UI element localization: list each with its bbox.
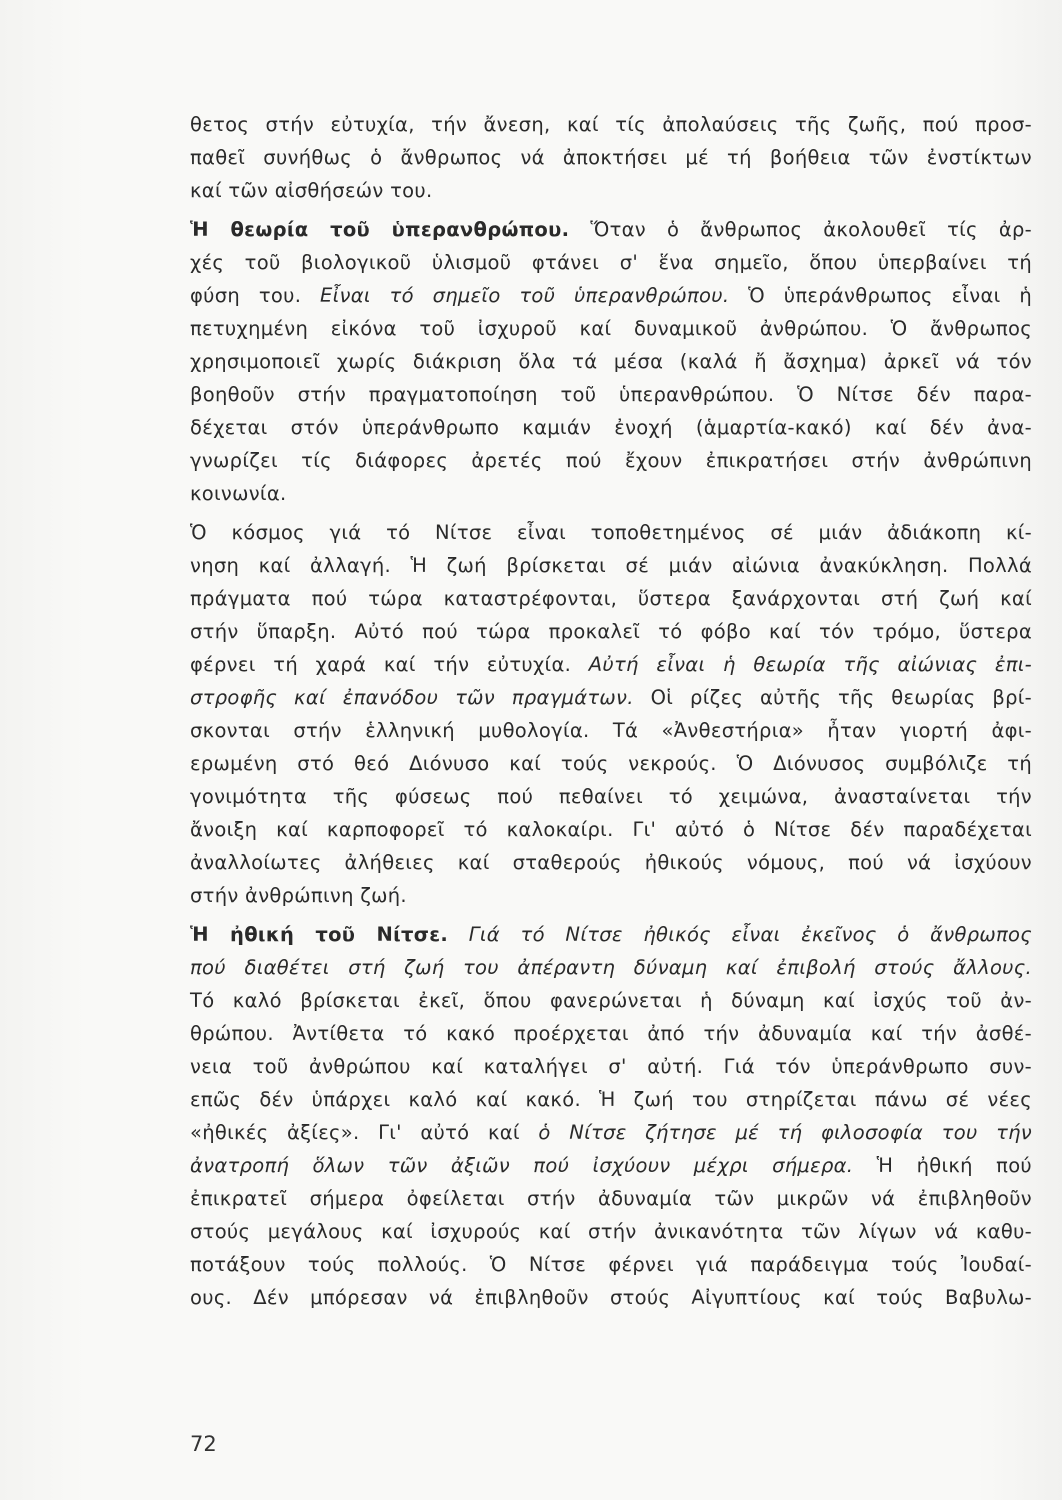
text-run: ερωμένη στό θεό Διόνυσο καί τούς νεκρούς. Ὁ Διόνυσος συμβόλιζε τή xyxy=(190,752,1032,775)
text-run: επῶς δέν ὑπάρχει καλό καί κακό. Ἡ ζωή του στηρίζεται πάνω σέ νέες xyxy=(190,1088,1032,1111)
text-run: θετος στήν εὐτυχία, τήν ἄνεση, καί τίς ἀπολαύσεις τῆς ζωῆς, πού προσ- xyxy=(190,113,1032,136)
text-line xyxy=(190,879,1032,912)
text-run: πετυχημένη εἰκόνα τοῦ ἰσχυροῦ καί δυναμικοῦ ἀνθρώπου. Ὁ ἄνθρωπος xyxy=(190,317,1032,340)
text-line xyxy=(190,1083,1032,1116)
text-run: Ὁ ὑπεράνθρωπος εἶναι ἡ xyxy=(729,284,1032,307)
section-heading: Ἡ θεωρία τοῦ ὑπερανθρώπου. xyxy=(190,218,570,241)
text-run: σκονται στήν ἑλληνική μυθολογία. Τά «Ἀνθεστήρια» ἦταν γιορτή ἀφι- xyxy=(190,719,1032,742)
text-line xyxy=(190,681,1032,714)
text-run: δέχεται στόν ὑπεράνθρωπο καμιάν ἐνοχή (ἁμαρτία-κακό) καί δέν ἀνα- xyxy=(190,416,1032,439)
text-run: παθεῖ συνήθως ὁ ἄνθρωπος νά ἀποκτήσει μέ τή βοήθεια τῶν ἐνστίκτων xyxy=(190,146,1032,169)
text-line xyxy=(190,1017,1032,1050)
text-line xyxy=(190,477,1032,510)
text-run: ἐπικρατεῖ σήμερα ὀφείλεται στήν ἀδυναμία τῶν μικρῶν νά ἐπιβληθοῦν xyxy=(190,1187,1032,1210)
text-line xyxy=(190,1215,1032,1248)
text-run: φύση του. xyxy=(190,284,320,307)
text-run: χρησιμοποιεῖ χωρίς διάκριση ὅλα τά μέσα (καλά ἤ ἄσχημα) ἀρκεῖ νά τόν xyxy=(190,350,1032,373)
text-run xyxy=(448,923,469,946)
emphasis-text: στροφῆς καί ἐπανόδου τῶν πραγμάτων. xyxy=(190,686,634,709)
text-run: πράγματα πού τώρα καταστρέφονται, ὕστερα ξανάρχονται στή ζωή καί xyxy=(190,587,1032,610)
text-line xyxy=(190,747,1032,780)
text-run: θρώπου. Ἀντίθετα τό κακό προέρχεται ἀπό τήν ἀδυναμία καί τήν ἀσθέ- xyxy=(190,1022,1032,1045)
text-run: Οἱ ρίζες αὐτῆς τῆς θεωρίας βρί- xyxy=(633,686,1032,709)
text-run: γονιμότητα τῆς φύσεως πού πεθαίνει τό χειμώνα, ἀνασταίνεται τήν xyxy=(190,785,1032,808)
text-run: κοινωνία. xyxy=(190,482,287,505)
emphasis-text: Αὐτή εἶναι ἡ θεωρία τῆς αἰώνιας ἐπι- xyxy=(588,653,1032,676)
text-line xyxy=(190,1248,1032,1281)
text-run: ποτάξουν τούς πολλούς. Ὁ Νίτσε φέρνει γιά παράδειγμα τούς Ἰουδαί- xyxy=(190,1253,1032,1276)
text-run: νεια τοῦ ἀνθρώπου καί καταλήγει σ' αὐτή. Γιά τόν ὑπεράνθρωπο συν- xyxy=(190,1055,1032,1078)
text-run: στήν ὕπαρξη. Αὐτό πού τώρα προκαλεῖ τό φόβο καί τόν τρόμο, ὕστερα xyxy=(190,620,1032,643)
text-run: στούς μεγάλους καί ἰσχυρούς καί στήν ἀνικανότητα τῶν λίγων νά καθυ- xyxy=(190,1220,1032,1243)
text-line xyxy=(190,780,1032,813)
text-line xyxy=(190,312,1032,345)
text-line xyxy=(190,174,1032,207)
emphasis-text: Εἶναι τό σημεῖο τοῦ ὑπερανθρώπου. xyxy=(319,284,730,307)
text-line xyxy=(190,141,1032,174)
text-line xyxy=(190,1281,1032,1314)
text-line xyxy=(190,648,1032,681)
text-run: «ἠθικές ἀξίες». Γι' αὐτό καί xyxy=(190,1121,539,1144)
text-line xyxy=(190,1149,1032,1182)
text-line xyxy=(190,279,1032,312)
text-line xyxy=(190,1050,1032,1083)
text-run: στήν ἀνθρώπινη ζωή. xyxy=(190,884,407,907)
text-line xyxy=(190,108,1032,141)
emphasis-text: ὁ Νίτσε ζήτησε μέ τή φιλοσοφία του τήν xyxy=(538,1121,1032,1144)
text-run: ους. Δέν μπόρεσαν νά ἐπιβληθοῦν στούς Αἰγυπτίους καί τούς Βαβυλω- xyxy=(190,1286,1032,1309)
text-line xyxy=(190,714,1032,747)
text-run: καί τῶν αἰσθήσεών του. xyxy=(190,179,433,202)
emphasis-text: πού διαθέτει στή ζωή του ἀπέραντη δύναμη καί ἐπιβολή στούς ἄλλους. xyxy=(190,956,1032,979)
text-line xyxy=(190,813,1032,846)
text-line xyxy=(190,984,1032,1017)
emphasis-text: ἀνατροπή ὅλων τῶν ἀξιῶν πού ἰσχύουν μέχρι σήμερα. xyxy=(190,1154,854,1177)
text-line xyxy=(190,549,1032,582)
text-run: χές τοῦ βιολογικοῦ ὑλισμοῦ φτάνει σ' ἕνα σημεῖο, ὅπου ὑπερβαίνει τή xyxy=(190,251,1032,274)
text-line xyxy=(190,444,1032,477)
text-line xyxy=(190,213,1032,246)
text-run: ἀναλλοίωτες ἀλήθειες καί σταθερούς ἠθικούς νόμους, πού νά ἰσχύουν xyxy=(190,851,1032,874)
text-run: Τό καλό βρίσκεται ἐκεῖ, ὅπου φανερώνεται ἡ δύναμη καί ἰσχύς τοῦ ἀν- xyxy=(190,989,1032,1012)
text-line xyxy=(190,411,1032,444)
text-line xyxy=(190,951,1032,984)
text-run: βοηθοῦν στήν πραγματοποίηση τοῦ ὑπερανθρώπου. Ὁ Νίτσε δέν παρα- xyxy=(190,383,1032,406)
text-run: ἄνοιξη καί καρποφορεῖ τό καλοκαίρι. Γι' αὐτό ὁ Νίτσε δέν παραδέχεται xyxy=(190,818,1032,841)
text-line xyxy=(190,378,1032,411)
text-line xyxy=(190,1182,1032,1215)
page-number: 72 xyxy=(190,1432,217,1456)
text-line xyxy=(190,615,1032,648)
section-heading: Ἡ ἠθική τοῦ Νίτσε. xyxy=(190,923,449,946)
body-text xyxy=(190,108,1032,1314)
text-run: Ὅταν ὁ ἄνθρωπος ἀκολουθεῖ τίς ἀρ- xyxy=(569,218,1032,241)
text-line xyxy=(190,846,1032,879)
text-line xyxy=(190,1116,1032,1149)
text-line xyxy=(190,582,1032,615)
emphasis-text: Γιά τό Νίτσε ἠθικός εἶναι ἐκεῖνος ὁ ἄνθρωπος xyxy=(468,923,1033,946)
text-line xyxy=(190,918,1032,951)
text-run: γνωρίζει τίς διάφορες ἀρετές πού ἔχουν ἐπικρατήσει στήν ἀνθρώπινη xyxy=(190,449,1032,472)
text-run: φέρνει τή χαρά καί τήν εὐτυχία. xyxy=(190,653,589,676)
text-line xyxy=(190,345,1032,378)
text-run: Ὁ κόσμος γιά τό Νίτσε εἶναι τοποθετημένος σέ μιάν ἀδιάκοπη κί- xyxy=(190,521,1032,544)
text-line xyxy=(190,246,1032,279)
text-run: νηση καί ἀλλαγή. Ἡ ζωή βρίσκεται σέ μιάν αἰώνια ἀνακύκληση. Πολλά xyxy=(190,554,1032,577)
text-line xyxy=(190,516,1032,549)
text-run: Ἡ ἠθική πού xyxy=(853,1154,1033,1177)
